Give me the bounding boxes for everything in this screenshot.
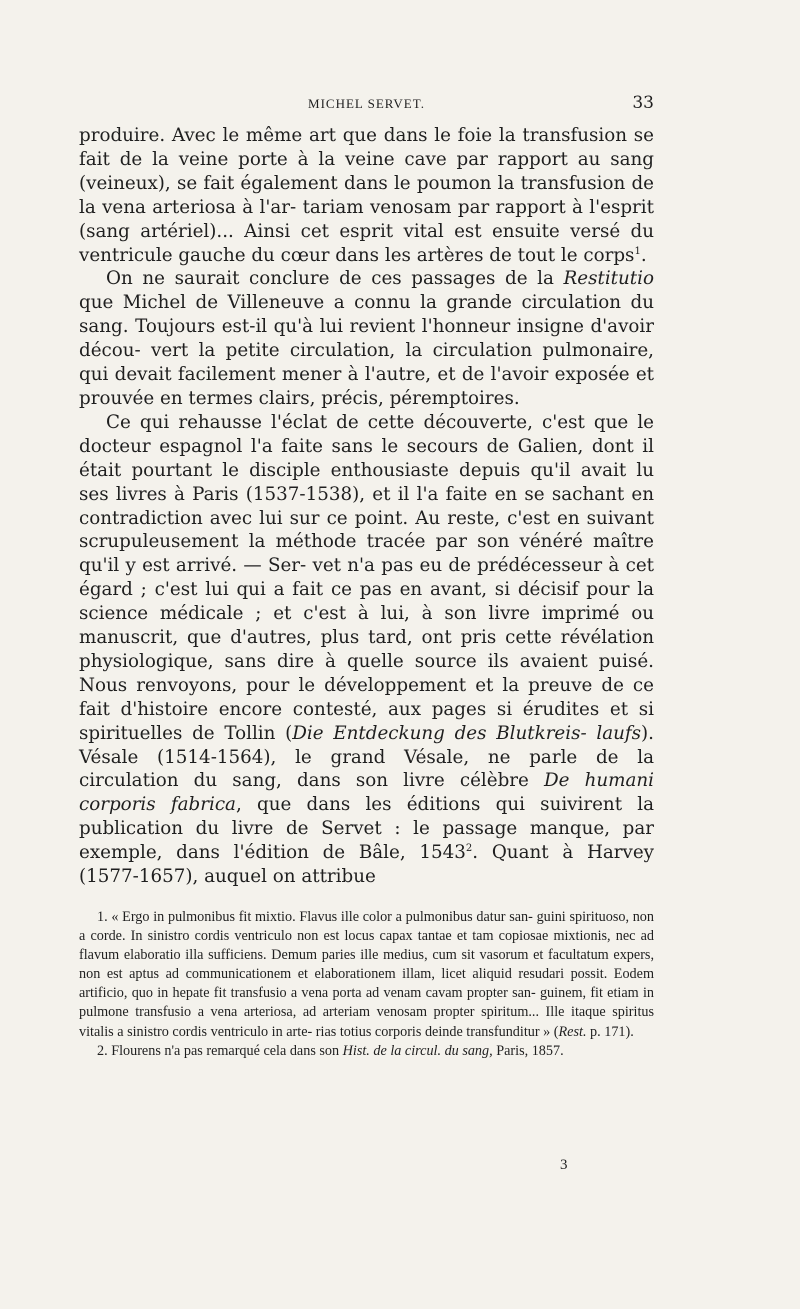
footnote-ref-2: 2 — [465, 843, 473, 855]
paragraph-2-text-b: que Michel de Villeneuve a connu la grande circulation du sang. Toujours est-il qu'à lui revient l'honneur insigne d'avoir décou- vert la petite circulation, la circulation pulmonaire, qui devait facilement mener à l'autre, et de l'avoir exposée et prouvée en termes clairs, précis, péremptoires. — [79, 292, 654, 409]
footnote-1-tail: p. 171). — [586, 1023, 634, 1040]
body-text — [79, 124, 654, 889]
paragraph-3-text-b: ). Vésale (1514-1564), le grand Vésale, ne parle de la circulation du sang, dans son livre célèbre — [79, 722, 654, 792]
paragraph-3 — [79, 411, 654, 889]
footnote-1-source: Rest. — [558, 1023, 587, 1040]
footnote-2-title: Hist. de la circul. du sang, — [342, 1042, 493, 1059]
paragraph-3-text-c: , que dans les éditions qui suivirent la publication du livre de Servet : le passage manque, par exemple, dans l'édition de Bâle, 1543 — [79, 794, 654, 864]
paragraph-1-end: . — [640, 244, 647, 266]
signature-mark: 3 — [560, 1157, 568, 1173]
paragraph-2 — [79, 267, 654, 410]
running-head-title: MICHEL SERVET. — [308, 96, 425, 111]
restitutio-title: Restitutio — [563, 268, 654, 290]
tollin-title: Die Entdeckung des Blutkreis- laufs — [292, 722, 642, 744]
paragraph-1-text: produire. Avec le même art que dans le foie la transfusion se fait de la veine porte à la veine cave par rapport au sang (veineux), se fait également dans le poumon la transfusion de la vena arteriosa à l'ar- tariam venosam par rapport à l'esprit (sang artériel)... Ainsi cet esprit vital est ensuite versé du ventricule gauche du cœur dans les artères de tout le corps — [79, 125, 654, 266]
footnote-2 — [79, 1042, 654, 1061]
page-number: 33 — [632, 93, 654, 113]
footnote-ref-1: 1 — [634, 245, 641, 257]
footnotes — [79, 908, 654, 1061]
paragraph-1 — [79, 124, 654, 267]
footnote-1 — [79, 908, 654, 1042]
vesale-title: De humani corporis fabrica — [79, 770, 654, 816]
paragraph-3-text-d: . Quant à Harvey (1577-1657), auquel on attribue — [79, 842, 654, 888]
footnote-2-tail: Paris, 1857. — [492, 1042, 564, 1059]
footnote-1-text: 1. « Ergo in pulmonibus fit mixtio. Flavus ille color a pulmonibus datur san- guini spirituoso, non a corde. In sinistro cordis ventriculo non est locus capax tantae et tam copiosae mixtionis, nec ad flavum elaboratio illa sufficiens. Demum paries ille medius, cum sit vasorum et facultatum expers, non est aptus ad communicationem et elaborationem illam, licet aliquid resudari possit. Eodem artificio, quo in hepate fit transfusio a vena porta ad venam cavam propter san- guinem, fit etiam in pulmone transfusio a vena arteriosa, ad arteriam venosam propter spiritum... Ille itaque spiritus vitalis a sinistro cordis ventriculo in arte- rias totius corporis deinde transfunditur » ( — [79, 909, 654, 1040]
paragraph-2-text-a: On ne saurait conclure de ces passages de la — [106, 268, 564, 290]
running-head — [79, 93, 654, 120]
paragraph-3-text-a: Ce qui rehausse l'éclat de cette découverte, c'est que le docteur espagnol l'a faite sans le secours de Galien, dont il était pourtant le disciple enthousiaste depuis qu'il avait lu ses livres à Paris (1537-1538), et il l'a faite en se sachant en contradiction avec lui sur ce point. Au reste, c'est en suivant scrupuleusement la méthode tracée par son vénéré maître qu'il y est arrivé. — Ser- vet n'a pas eu de prédécesseur à cet égard ; c'est lui qui a fait ce pas en avant, si décisif pour la science médicale ; et c'est à lui, à son livre imprimé ou manuscrit, que d'autres, plus tard, ont pris cette révélation physiologique, sans dire à quelle source ils avaient puisé. Nous renvoyons, pour le développement et la preuve de ce fait d'histoire encore contesté, aux pages si érudites et si spirituelles de Tollin ( — [79, 411, 654, 744]
footnote-2-text: 2. Flourens n'a pas remarqué cela dans son — [97, 1042, 343, 1059]
